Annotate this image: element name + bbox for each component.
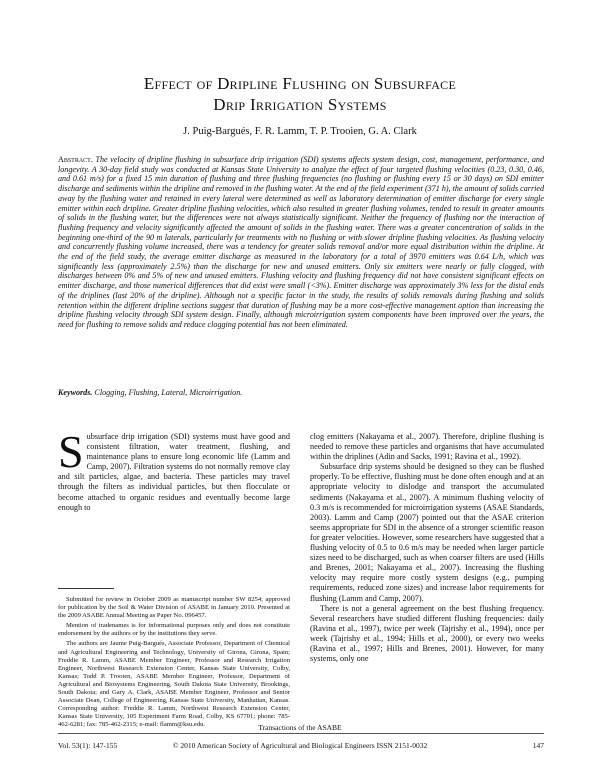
journal-name: Transactions of the ASABE: [258, 723, 342, 732]
body-paragraph-1: clog emitters (Nakayama et al., 2007). Therefore, dripline flushing is needed to remove these particles and organisms that have accumulated within the driplines (Adin and Sacks, 1991; Ravina et al., 1992).: [310, 432, 544, 462]
abstract: [58, 155, 544, 330]
title-line-1: Effect of Dripline Flushing on Subsurface: [143, 74, 457, 93]
keywords-text: Clogging, Flushing, Lateral, Microirrigation.: [92, 388, 243, 397]
keywords-label: Keywords.: [58, 388, 93, 397]
left-column: [58, 426, 290, 513]
page-number: 147: [532, 741, 544, 750]
body-paragraph-2: Subsurface drip systems should be designed so they can be flushed properly. To be effective, flushing must be done often enough and at an appropriate velocity to dislodge and transport the accumulated sediments (Nakayama et al., 2007). A minimum flushing velocity of 0.3 m/s is recommended for microirrigation systems (ASAE Standards, 2003). Lamm and Camp (2007) pointed out that the ASAE criterion seems appropriate for SDI in the absence of a stronger scientific reason for greater velocities. However, some researchers have suggested that a flushing velocity of 0.5 to 0.6 m/s may be needed when larger particle sizes need to be discharged, such as when coarser filters are used (Hills and Brenes, 2001; Nakayama et al., 2007). Increasing the flushing velocity may require more costly system designs (e.g., pumping requirements, reduced zone sizes) and increase labor requirements for flushing (Lamm and Camp, 2007).: [310, 462, 544, 603]
abstract-body: The velocity of dripline flushing in subsurface drip irrigation (SDI) systems affects system design, cost, management, performance, and longevity. A 30-day field study was conducted at Kansas State University to analyze the effect of four targeted flushing velocities (0.23, 0.30, 0.46, and 0.61 m/s) for a fixed 15 min duration of flushing and three flushing frequencies (no flushing or flushing every 15 or 30 days) on SDI emitter discharge and sediments within the dripline and removed in the flushing water. At the end of the field experiment (371 h), the amount of solids carried away by the flushing water and retained in every lateral were determined as well as laboratory determination of emitter discharge for every single emitter within each dripline. Greater dripline flushing velocities, which also resulted in greater flushing volumes, tended to result in greater amounts of solids in the flushing water, but the differences were not always statistically significant. Neither the frequency of flushing nor the interaction of flushing frequency and velocity significantly affected the amount of solids in the flushing water. There was a greater concentration of solids in the beginning one-third of the 90 m laterals, particularly for treatments with no flushing or with slower dripline flushing velocities. As flushing velocity and concurrently flushing volume increased, there was a tendency for greater solids removal and/or more equal distribution within the dripline. At the end of the field study, the average emitter discharge as measured in the laboratory for a total of 3970 emitters was 0.64 L/h, which was significantly less (approximately 2.5%) than the discharge for new and unused emitters. Only six emitters were nearly or fully clogged, with discharges between 0% and 5% of new and unused emitters. Flushing velocity and flushing frequency did not have consistent significant effects on emitter discharge, and those numerical differences that did exist were small (<3%). Emitter discharge was approximately 3% less for the distal ends of the driplines (last 20% of the dripline). Although not a specific factor in the study, the results of solids removals during flushing and solids retention within the different dripline sections suggest that duration of flushing may be a more cost-effective management option than increasing the dripline flushing velocity through SDI system design. Finally, although microirrigation system components have been improved over the years, the need for flushing to remove solids and reduce clogging potential has not been eliminated.: [58, 155, 544, 329]
keywords: [58, 388, 544, 398]
footnotes: [58, 596, 290, 732]
intro-paragraph-text: ubsurface drip irrigation (SDI) systems must have good and consistent filtration, water treatment, flushing, and maintenance plans to ensure long economic life (Lamm and Camp, 2007). Filtration systems do not normally remove clay and silt particles, algae, and bacteria. These particles may travel through the filters as individual particles, but then flocculate or become attached to organic residues and eventually become large enough to: [58, 432, 290, 512]
copyright-notice: © 2010 American Society of Agricultural and Biological Engineers ISSN 2151-0032: [172, 741, 428, 750]
footer-divider: [58, 733, 544, 734]
footnote-tradenames: Mention of tradenames is for informational purposes only and does not constitute endorsement by the authors or by the institutions they serve.: [58, 622, 290, 638]
author-list: J. Puig-Bargués, F. R. Lamm, T. P. Trooien, G. A. Clark: [183, 126, 417, 137]
intro-paragraph: [58, 426, 290, 513]
right-column: [310, 432, 544, 664]
footnote-authors: The authors are Jaume Puig-Bargués, Associate Professor, Department of Chemical and Agricultural Engineering and Technology, University of Girona, Girona, Spain; Freddie R. Lamm, ASABE Member Engineer, Professor and Research Irrigation Engineer, Northwest Research Extension Center, Kansas State University, Colby, Kansas; Todd P. Trooien, ASABE Member Engineer, Professor, Department of Agricultural and Biosystems Engineering, South Dakota State University, Brookings, South Dakota; and Gary A. Clark, ASABE Member Engineer, Professor and Senior Associate Dean, College of Engineering, Kansas State University, Manhattan, Kansas. Corresponding author: Freddie R. Lamm, Northwest Research Extension Center, Kansas State University, 105 Experiment Farm Road, Colby, KS 67701; phone: 785-462-6281; fax: 785-462-2315; e-mail: flamm@ksu.edu.: [58, 640, 290, 729]
title-line-2: Drip Irrigation Systems: [213, 95, 387, 114]
footnote-submission: Submitted for review in October 2009 as manuscript number SW 8254; approved for publication by the Soil & Water Division of ASABE in January 2010. Presented at the 2009 ASABE Annual Meeting as Paper No. 096457.: [58, 596, 290, 620]
paper-title: [0, 73, 600, 115]
drop-cap: S: [58, 426, 84, 477]
volume-pages: Vol. 53(1): 147-155: [58, 741, 118, 750]
footnote-rule: [58, 588, 114, 589]
abstract-label: Abstract.: [58, 155, 93, 164]
body-paragraph-3: There is not a general agreement on the best flushing frequency. Several researchers have studied different flushing frequencies: daily (Ravina et al., 1997), twice per week (Tajrishy et al., 1994), once per week (Tajrishy et al., 1994; Hills et al., 2000), or every two weeks (Ravina et al., 1997; Hills and Brenes, 2001). However, for many systems, only one: [310, 603, 544, 664]
